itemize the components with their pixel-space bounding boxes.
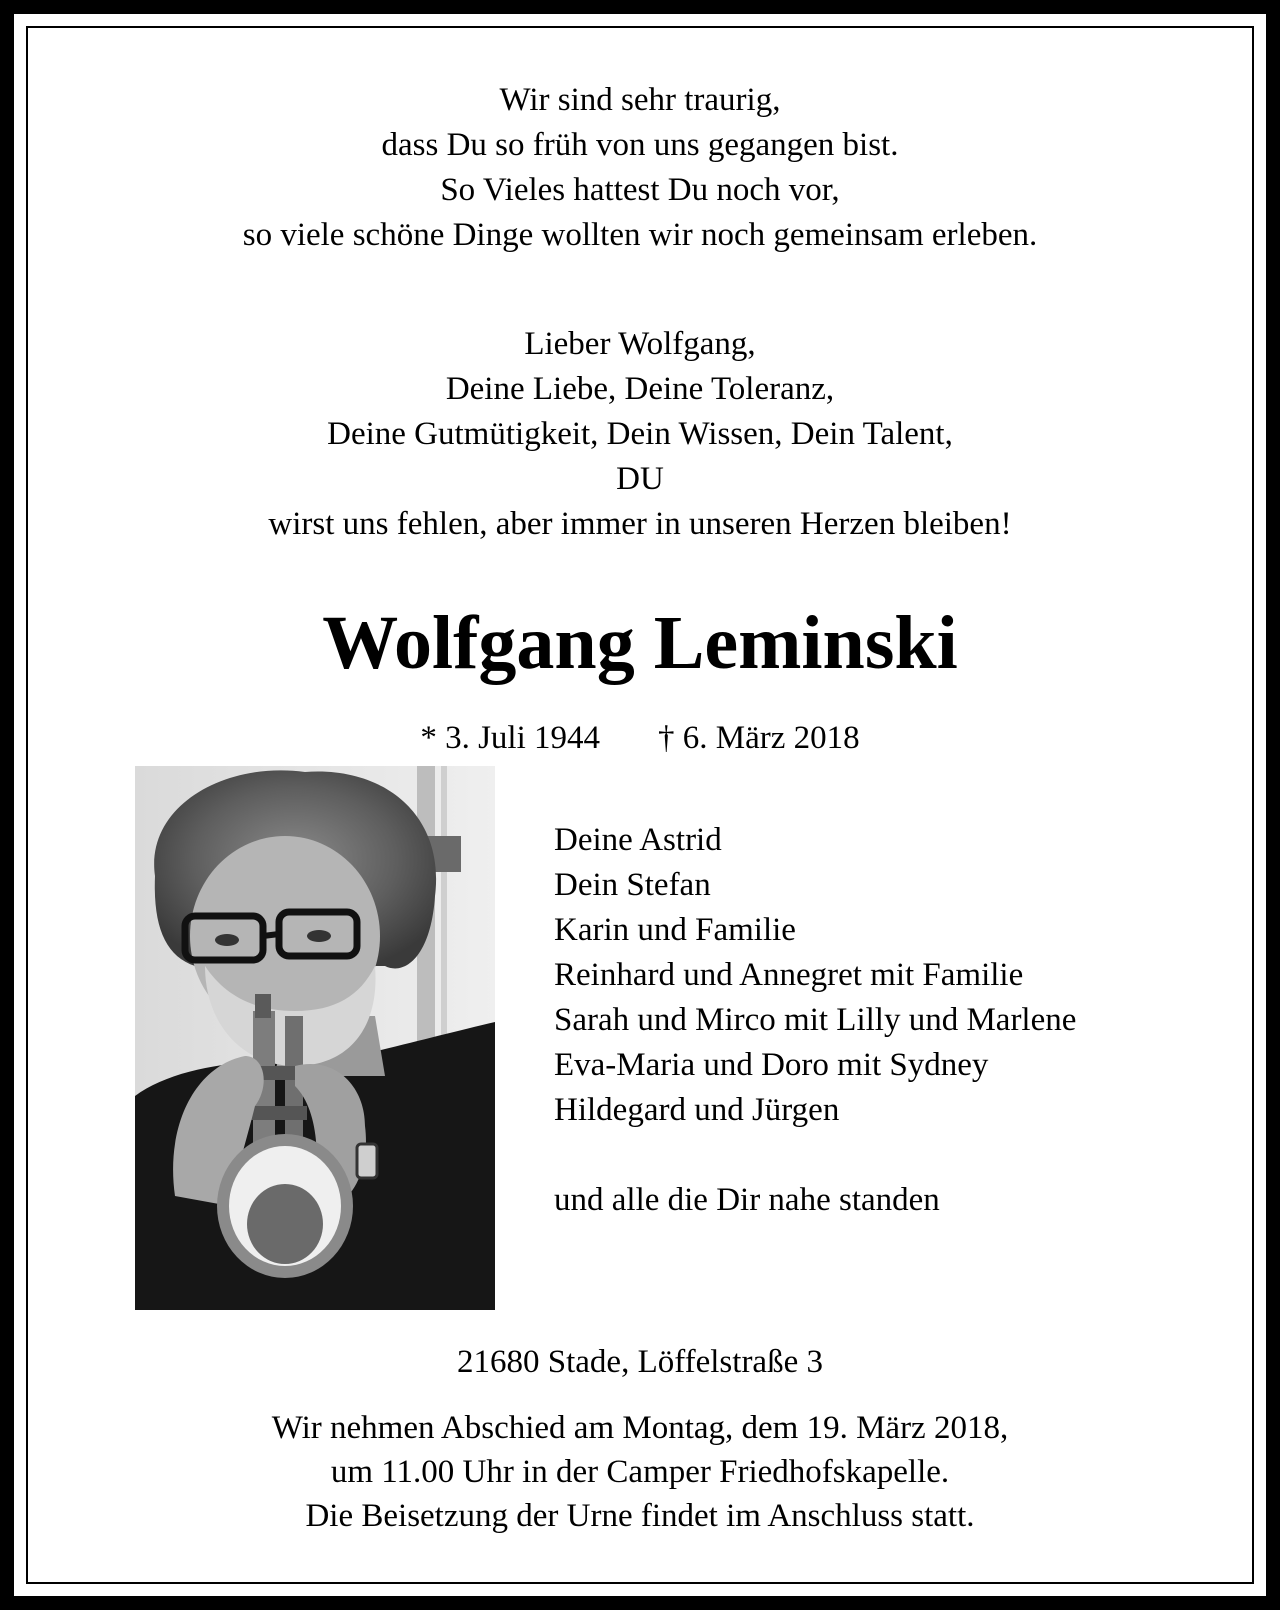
- inner-border-frame: [26, 26, 1254, 1584]
- mourners-spacer: [554, 1133, 1076, 1178]
- death-date: † 6. März 2018: [658, 720, 860, 756]
- family-address: 21680 Stade, Löffelstraße 3: [457, 1344, 823, 1380]
- mourner-line: Reinhard und Annegret mit Familie: [554, 957, 1024, 993]
- portrait-trumpet-player-image: [135, 766, 495, 1310]
- verse-line: so viele schöne Dinge wollten wir noch gemeinsam erleben.: [242, 217, 1038, 253]
- mourners-list: [554, 818, 1076, 1223]
- deceased-name: Wolfgang Leminski: [322, 601, 958, 685]
- farewell-line: Die Beisetzung der Urne findet im Anschluss statt.: [305, 1498, 975, 1534]
- mourners-closing: und alle die Dir nahe standen: [554, 1182, 940, 1218]
- mourner-line: Karin und Familie: [554, 912, 796, 948]
- farewell-line: um 11.00 Uhr in der Camper Friedhofskapelle.: [330, 1454, 950, 1490]
- opening-verse: [28, 78, 1252, 258]
- verse-line: Lieber Wolfgang,: [524, 326, 756, 362]
- dedication-verse: [28, 322, 1252, 547]
- mourner-line: Deine Astrid: [554, 822, 722, 858]
- life-dates: [28, 718, 1252, 758]
- mourner-line: Hildegard und Jürgen: [554, 1092, 840, 1128]
- verse-line: wirst uns fehlen, aber immer in unseren Herzen bleiben!: [268, 506, 1012, 542]
- verse-line: So Vieles hattest Du noch vor,: [440, 172, 840, 208]
- mourner-line: Sarah und Mirco mit Lilly und Marlene: [554, 1002, 1077, 1038]
- verse-line: dass Du so früh von uns gegangen bist.: [381, 127, 899, 163]
- birth-date: * 3. Juli 1944: [420, 720, 601, 756]
- farewell-line: Wir nehmen Abschied am Montag, dem 19. März 2018,: [271, 1410, 1009, 1446]
- funeral-details: [28, 1406, 1252, 1538]
- mourner-line: Eva-Maria und Doro mit Sydney: [554, 1047, 989, 1083]
- verse-line: Wir sind sehr traurig,: [499, 82, 781, 118]
- verse-line: DU: [616, 461, 664, 497]
- portrait-photo: [135, 766, 495, 1310]
- mourner-line: Dein Stefan: [554, 867, 711, 903]
- verse-line: Deine Liebe, Deine Toleranz,: [445, 371, 835, 407]
- verse-line: Deine Gutmütigkeit, Dein Wissen, Dein Talent,: [327, 416, 953, 452]
